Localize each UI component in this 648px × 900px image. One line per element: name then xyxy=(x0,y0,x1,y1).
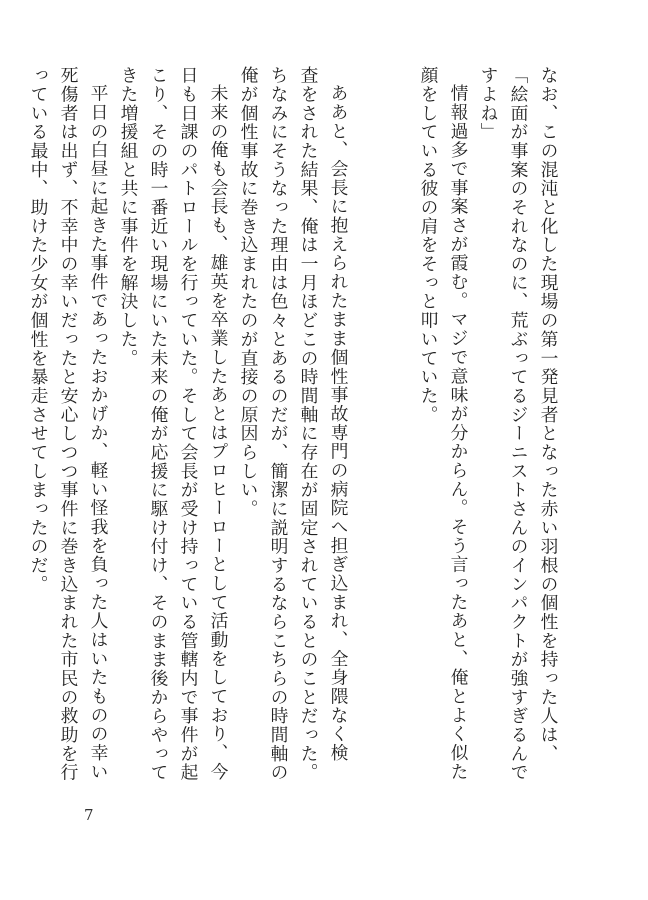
text-line: 顔をしている彼の肩をそっと叩いていた。 xyxy=(418,66,439,424)
text-line: すよね」 xyxy=(478,66,499,142)
text-line: 査をされた結果、俺は一月ほどこの時間軸に存在が固定されているとのことだった。 xyxy=(298,66,319,782)
text-line: 平日の白昼に起きた事件であったおかげか、軽い怪我を負った人はいたものの幸い xyxy=(88,84,109,782)
text-line: ちなみにそうなった理由は色々とあるのだが、簡潔に説明するならこちらの時間軸の xyxy=(268,66,289,782)
text-line: っている最中、助けた少女が個性を暴走させてしまったのだ。 xyxy=(28,66,49,594)
text-line: 死傷者は出ず、不幸中の幸いだったと安心しつつ事件に巻き込まれた市民の救助を行 xyxy=(58,66,79,782)
text-line: ああと、会長に抱えられたまま個性事故専門の病院へ担ぎ込まれ、全身隈なく検 xyxy=(328,84,349,763)
text-line: 「絵面が事案のそれなのに、荒ぶってるジーニストさんのインパクトが強すぎるんで xyxy=(508,66,529,782)
page-number: 7 xyxy=(84,806,94,824)
text-line: 日も日課のパトロールを行っていた。そして会長が受け持っている管轄内で事件が起 xyxy=(178,66,199,782)
text-line: 未来の俺も会長も、雄英を卒業したあとはプロヒーローとして活動をしており、今 xyxy=(208,84,229,782)
text-line: こり、その時一番近い現場にいた未来の俺が応援に駆け付け、そのまま後からやって xyxy=(148,66,169,782)
text-line: 俺が個性事故に巻き込まれたのが直接の原因らしい。 xyxy=(238,66,259,519)
text-line: なお、この混沌と化した現場の第一発見者となった赤い羽根の個性を持った人は、 xyxy=(538,66,559,764)
text-line: 情報過多で事案さが霞む。マジで意味が分からん。そう言ったあと、俺とよく似た xyxy=(448,84,469,782)
text-line: きた増援組と共に事件を解決した。 xyxy=(118,66,139,368)
